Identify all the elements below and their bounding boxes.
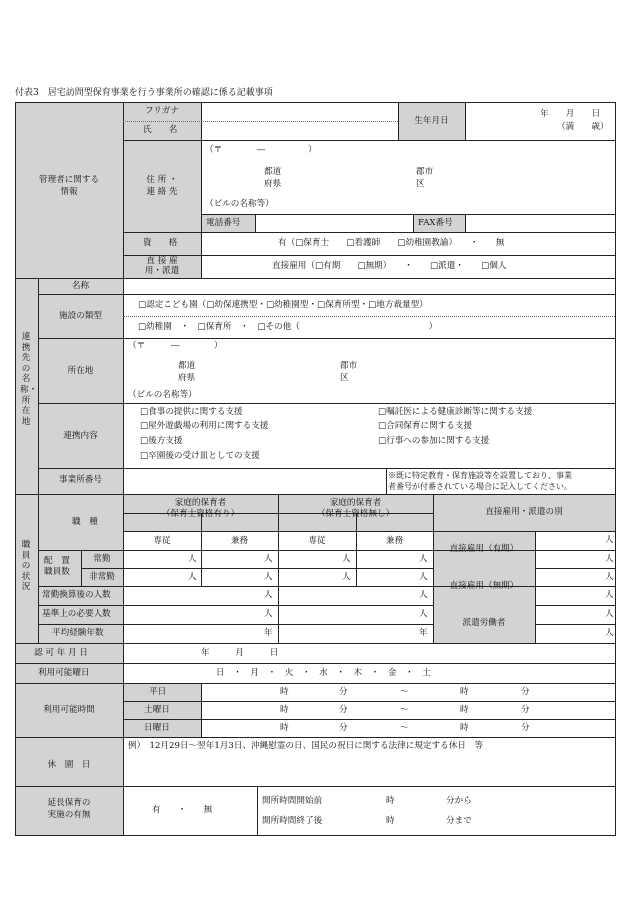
facility-type-label: 施設の類型 — [59, 311, 102, 321]
rule — [535, 531, 536, 643]
rule — [15, 786, 616, 787]
rule — [123, 643, 124, 835]
office-note-1: ※既に特定教育・保育施設等を設置しており、事業 — [388, 471, 572, 480]
manager-section-label-2: 情報 — [60, 187, 78, 197]
manager-gunshi-1: 郡市 — [416, 167, 434, 177]
employment-label-1: 直 接 雇 — [146, 256, 178, 266]
hour-mark: 時 — [460, 705, 469, 715]
manager-gunshi-2: 区 — [416, 179, 425, 189]
unit-person: 人 — [605, 628, 614, 638]
unit-person: 人 — [342, 554, 351, 564]
hour-mark: 時 — [386, 796, 395, 806]
rule — [201, 140, 202, 278]
converted-count-label: 常勤換算後の人数 — [42, 590, 111, 600]
qualification-label: 資 格 — [143, 238, 178, 248]
rule — [38, 468, 615, 469]
partner-section-label: 連携先の名称・所在地 — [20, 332, 38, 427]
unit-person: 人 — [342, 572, 351, 582]
unit-person: 人 — [264, 609, 273, 619]
unit-person: 人 — [419, 572, 428, 582]
furigana-label: フリガナ — [145, 106, 179, 116]
partner-building: （ビルの名称等） — [128, 390, 197, 400]
hour-mark: 時 — [280, 705, 289, 715]
manager-postal: （〒 ― ） — [205, 145, 317, 155]
partner-location-label: 所在地 — [67, 366, 94, 376]
minute-mark: 分 — [521, 723, 530, 733]
approval-date-value: 年 月 日 — [201, 648, 279, 658]
unit-person: 人 — [605, 535, 614, 545]
unit-person: 人 — [264, 590, 273, 600]
fulltime-label: 常勤 — [93, 554, 111, 564]
extended-care-choice: 有 ・ 無 — [152, 805, 213, 815]
rule — [15, 278, 616, 279]
rule — [465, 102, 466, 140]
manager-todofuken-1: 都道 — [264, 167, 282, 177]
rule — [15, 643, 616, 644]
content-left-4: □卒園後の受け皿としての支援 — [140, 451, 260, 461]
partnership-content-label: 連携内容 — [63, 431, 98, 441]
rule — [81, 568, 433, 569]
staff-section-label: 職員の状況 — [21, 540, 31, 593]
manager-building: （ビルの名称等） — [205, 199, 274, 209]
partner-todofuken-1: 都道 — [178, 361, 196, 371]
unit-year: 年 — [264, 628, 273, 638]
hour-mark: 時 — [280, 687, 289, 697]
until-mark: 分まで — [446, 816, 472, 826]
group2-title: 家庭的保育者 — [329, 498, 382, 508]
parttime-label: 非常勤 — [89, 572, 115, 582]
weekday-label: 平日 — [149, 687, 167, 697]
rule — [535, 568, 615, 569]
unit-person: 人 — [605, 572, 614, 582]
hour-mark: 時 — [280, 723, 289, 733]
group2-subtitle: （保育士資格無し） — [316, 509, 395, 519]
content-left-1: □食事の提供に関する支援 — [140, 407, 243, 417]
rule — [38, 624, 433, 625]
rule — [201, 683, 202, 737]
unit-person: 人 — [419, 554, 428, 564]
rule — [38, 494, 39, 643]
minute-mark: 分 — [339, 723, 348, 733]
employment-label-2: 用・派遣 — [144, 266, 180, 276]
employment-value: 直接雇用（□有期 □無期） ・ □派遣・ □個人 — [272, 261, 507, 271]
direct-fixed-label: 直接雇用（有期） — [449, 544, 519, 554]
unit-person: 人 — [264, 572, 273, 582]
unit-person: 人 — [605, 609, 614, 619]
direct-indefinite-label: 直接雇用（無期） — [449, 581, 519, 591]
rule — [38, 294, 615, 295]
content-left-3: □後方支援 — [140, 436, 183, 446]
rule — [123, 531, 615, 532]
average-years-label: 平均経験年数 — [52, 628, 104, 638]
rule — [15, 102, 616, 103]
hour-mark: 時 — [460, 723, 469, 733]
rule — [123, 121, 398, 122]
extended-care-label-1: 延長保育の — [47, 798, 91, 808]
rule — [123, 278, 124, 494]
fax-label: FAX番号 — [418, 218, 453, 228]
hour-mark: 時 — [386, 816, 395, 826]
rule — [123, 232, 615, 233]
rule — [201, 214, 615, 215]
partner-name-label: 名称 — [71, 281, 90, 291]
tel-label: 電話番号 — [206, 218, 241, 228]
address-label-2: 連 絡 先 — [146, 187, 178, 197]
unit-person: 人 — [605, 554, 614, 564]
facility-type-line-1: □認定こども園（□幼保連携型・□幼稚園型・□保育所型・□地方裁量型） — [138, 300, 428, 310]
facility-type-line-2: □幼稚園 ・ □保育所 ・ □その他（ ） — [138, 322, 438, 332]
hour-mark: 時 — [460, 687, 469, 697]
rule — [15, 102, 16, 835]
available-days-label: 利用可能曜日 — [38, 668, 90, 678]
birth-label: 生年月日 — [414, 116, 449, 126]
unit-year: 年 — [419, 628, 428, 638]
minute-mark: 分 — [339, 705, 348, 715]
rule — [386, 468, 387, 494]
rule — [615, 102, 616, 835]
rule — [123, 316, 615, 317]
qualification-value: 有（□保育士 □看護師 □幼稚園教諭） ・ 無 — [278, 238, 505, 248]
required-count-label: 基準上の必要人数 — [42, 609, 111, 619]
available-days-value: 日 ・ 月 ・ 火 ・ 水 ・ 木 ・ 金 ・ 土 — [216, 668, 431, 678]
rule — [413, 214, 414, 232]
unit-person: 人 — [605, 590, 614, 600]
content-right-1: □嘱託医による健康診断等に関する支援 — [378, 407, 533, 417]
header-full-1: 専従 — [153, 536, 171, 546]
rule — [465, 214, 466, 232]
holiday-example: 例） 12月29日～翌年1月3日、沖縄慰霊の日、国民の祝日に関する法律に規定する休日 等 — [128, 741, 484, 751]
unit-person: 人 — [419, 609, 428, 619]
employment-type-header: 直接雇用・派遣の別 — [485, 507, 563, 517]
rule — [38, 605, 433, 606]
holiday-label: 休 園 日 — [47, 760, 91, 770]
rule — [257, 786, 258, 835]
placement-label-2: 職員数 — [44, 567, 70, 577]
group1-title: 家庭的保育者 — [174, 498, 227, 508]
rule — [15, 683, 616, 684]
rule — [123, 140, 615, 141]
partner-todofuken-2: 府県 — [178, 373, 196, 383]
dispatch-worker-label: 派遣労働者 — [462, 618, 506, 628]
after-closing-label: 開所時間終了後 — [262, 816, 323, 826]
manager-todofuken-2: 府県 — [264, 179, 282, 189]
rule — [123, 719, 615, 720]
rule — [535, 605, 615, 606]
partner-gunshi-1: 郡市 — [340, 361, 358, 371]
saturday-label: 土曜日 — [144, 705, 170, 715]
rule — [38, 338, 615, 339]
unit-person: 人 — [188, 572, 197, 582]
group1-subtitle: （保育士資格有り） — [161, 509, 240, 519]
available-hours-label: 利用可能時間 — [43, 705, 95, 715]
role-label: 職 種 — [72, 517, 98, 527]
rule — [255, 214, 256, 232]
sunday-label: 日曜日 — [144, 723, 170, 733]
birth-age: （満 歳） — [557, 122, 609, 132]
rule — [123, 701, 615, 702]
before-opening-label: 開所時間開始前 — [262, 796, 323, 806]
unit-person: 人 — [188, 554, 197, 564]
tilde-mark: ～ — [400, 687, 409, 697]
minute-mark: 分 — [339, 687, 348, 697]
rule — [15, 737, 616, 738]
header-concurrent-1: 兼務 — [230, 536, 249, 546]
minute-mark: 分 — [521, 705, 530, 715]
tilde-mark: ～ — [400, 723, 409, 733]
shade-address-label — [123, 140, 201, 232]
document-title: 付表3 居宅訪問型保育事業を行う事業所の確認に係る記載事項 — [15, 88, 273, 98]
rule — [535, 624, 615, 625]
rule — [15, 835, 616, 836]
manager-section-label-1: 管理者に関する — [38, 175, 100, 185]
unit-person: 人 — [419, 590, 428, 600]
name-label: 氏 名 — [143, 125, 178, 135]
address-label-1: 住 所 ・ — [146, 175, 178, 185]
from-mark: 分から — [446, 796, 472, 806]
minute-mark: 分 — [521, 687, 530, 697]
unit-person: 人 — [264, 554, 273, 564]
rule — [15, 494, 616, 495]
extended-care-label-2: 実施の有無 — [47, 810, 91, 820]
tilde-mark: ～ — [400, 705, 409, 715]
content-left-2: □屋外遊戯場の利用に関する支援 — [140, 421, 269, 431]
header-concurrent-2: 兼務 — [385, 536, 404, 546]
office-number-label: 事業所番号 — [59, 475, 102, 485]
office-note-2: 者番号が付番されている場合に記入してください。 — [388, 482, 572, 491]
placement-label-1: 配 置 — [44, 556, 70, 566]
rule — [15, 663, 616, 664]
approval-date-label: 認 可 年 月 日 — [34, 648, 88, 658]
birth-value: 年 月 日 — [540, 109, 601, 119]
header-full-2: 専従 — [308, 536, 326, 546]
rule — [38, 403, 615, 404]
content-right-2: □合同保育に関する支援 — [378, 421, 473, 431]
content-right-3: □行事への参加に関する支援 — [378, 436, 490, 446]
partner-postal: （〒 ― ） — [128, 341, 223, 351]
partner-gunshi-2: 区 — [340, 373, 349, 383]
